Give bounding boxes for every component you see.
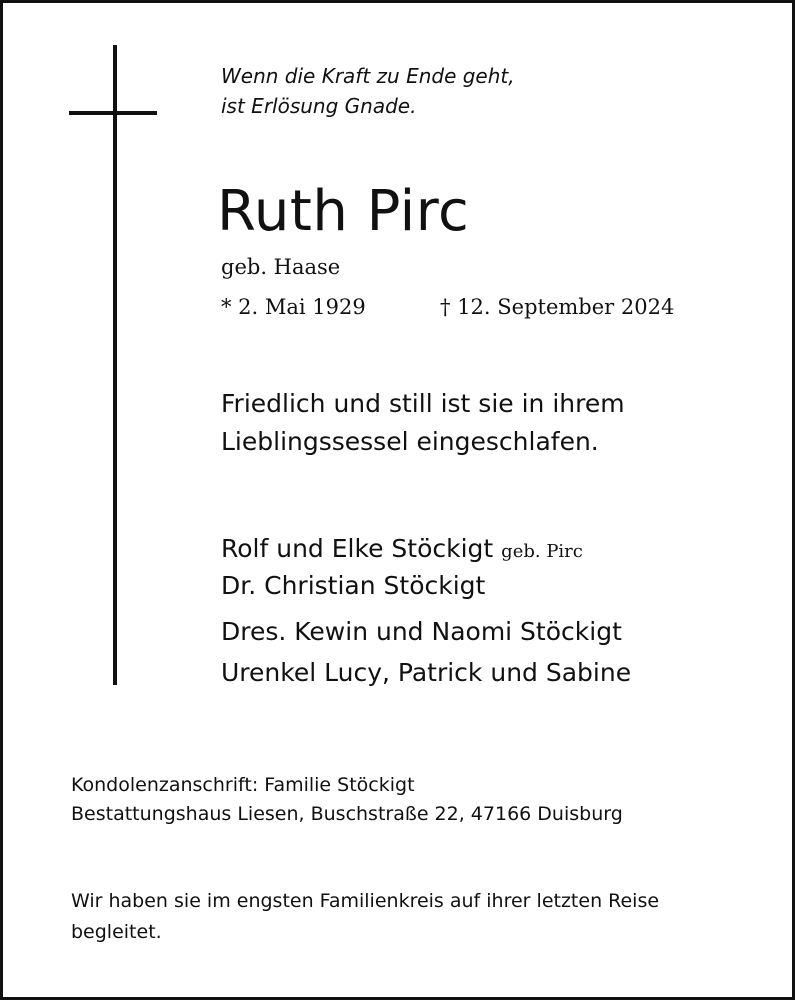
message-line-2: Lieblingssessel eingeschlafen. (221, 427, 599, 456)
closing-line-1: Wir haben sie im engsten Familienkreis auf ihrer letzten Reise (71, 890, 660, 912)
motto-line-2: ist Erlösung Gnade. (221, 94, 417, 118)
cross-icon (113, 45, 117, 685)
birth-date: * 2. Mai 1929 (221, 295, 366, 319)
death-date: 12. September 2024 (457, 295, 675, 319)
deceased-name: Ruth Pirc (217, 179, 470, 244)
cross-icon-bar (69, 111, 157, 115)
closing-line-2: begleitet. (71, 921, 162, 943)
family-names: Rolf und Elke Stöckigt (221, 534, 494, 563)
condolence-line-1: Kondolenzanschrift: Familie Stöckigt (71, 774, 415, 796)
motto-line-1: Wenn die Kraft zu Ende geht, (221, 64, 515, 88)
family-birth-note: geb. Pirc (501, 541, 583, 562)
death-date-line (440, 295, 674, 319)
birth-name: geb. Haase (221, 255, 341, 279)
condolence-line-2: Bestattungshaus Liesen, Buschstraße 22, 47166 Duisburg (71, 803, 623, 825)
family-line-2: Dr. Christian Stöckigt (221, 571, 486, 600)
family-line-3: Dres. Kewin und Naomi Stöckigt (221, 617, 622, 646)
death-cross-icon: † (440, 295, 451, 319)
message-line-1: Friedlich und still ist sie in ihrem (221, 389, 625, 418)
family-line-4: Urenkel Lucy, Patrick und Sabine (221, 658, 632, 687)
family-line-1 (221, 530, 583, 570)
